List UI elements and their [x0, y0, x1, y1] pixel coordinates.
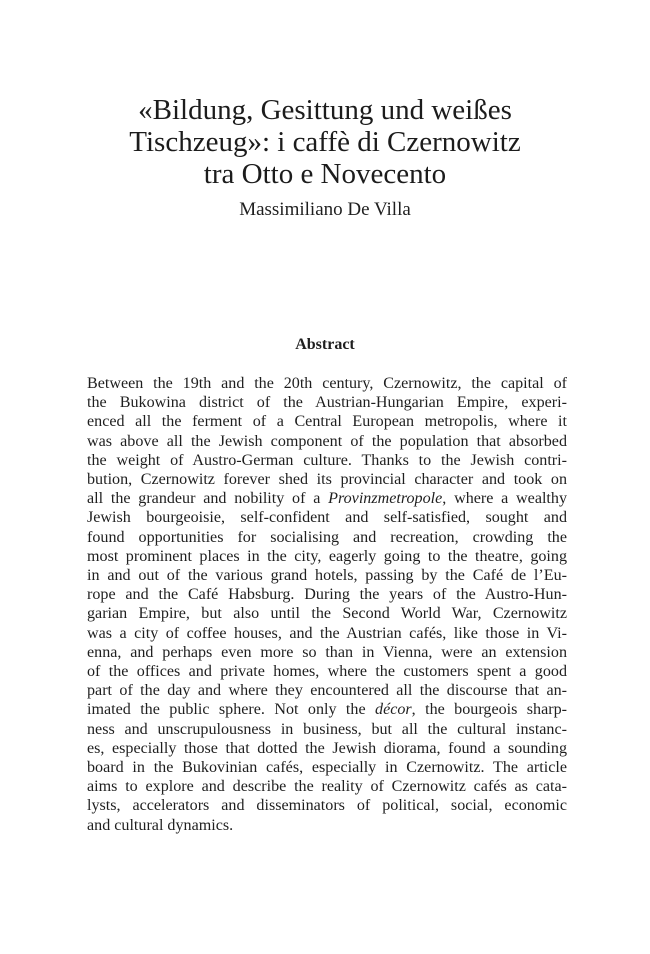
abstract-heading: Abstract: [295, 336, 355, 353]
abstract-line: [87, 604, 567, 623]
abstract-text: garian Empire, but also until the Second World War, Czernowitz: [87, 605, 567, 623]
abstract-line: [87, 624, 567, 643]
abstract-line: [87, 643, 567, 662]
abstract-text: found opportunities for socialising and recreation, crowding the: [87, 528, 567, 546]
abstract-line: [87, 720, 567, 739]
abstract-line: [87, 432, 567, 451]
abstract-text: all the grandeur and nobility of a: [87, 490, 329, 508]
italic-term: décor: [375, 701, 412, 719]
abstract-line: [87, 816, 567, 835]
abstract-line: [87, 470, 567, 489]
abstract-line: [87, 566, 567, 585]
abstract-text: , where a wealthy: [442, 490, 567, 508]
abstract-line: [87, 662, 567, 681]
abstract-text: aims to explore and describe the reality of Czernowitz cafés as cata-: [87, 778, 567, 796]
abstract-line: [87, 489, 567, 508]
abstract-text: the Bukowina district of the Austrian-Hungarian Empire, experi-: [87, 394, 567, 412]
author-name: Massimiliano De Villa: [239, 199, 411, 220]
abstract-text: the weight of Austro-German culture. Thanks to the Jewish contri-: [87, 451, 567, 469]
article-title: [60, 94, 590, 190]
abstract-text: most prominent places in the city, eagerly going to the theatre, going: [87, 547, 567, 565]
abstract-text: was above all the Jewish component of the population that absorbed: [87, 432, 567, 450]
abstract-text: , the bourgeois sharp-: [411, 701, 567, 719]
abstract-text: in and out of the various grand hotels, passing by the Café de l’Eu-: [87, 567, 567, 585]
abstract-line: [87, 528, 567, 547]
abstract-text: ness and unscrupulousness in business, but all the cultural instanc-: [87, 720, 567, 738]
abstract-text: es, especially those that dotted the Jewish diorama, found a sounding: [87, 739, 567, 757]
abstract-text: was a city of coffee houses, and the Austrian cafés, like those in Vi-: [87, 624, 567, 642]
abstract-line: [87, 700, 567, 719]
abstract-text: of the offices and private homes, where the customers spent a good: [87, 663, 567, 681]
title-line: tra Otto e Novecento: [203, 158, 447, 190]
abstract-text: imated the public sphere. Not only the: [87, 701, 376, 719]
abstract-line: [87, 739, 567, 758]
abstract-line: [87, 547, 567, 566]
abstract-text: Jewish bourgeoisie, self-confident and self-satisfied, sought and: [87, 509, 567, 527]
abstract-line: [87, 585, 567, 604]
abstract-line: [87, 412, 567, 431]
abstract-line: [87, 508, 567, 527]
abstract-text: and cultural dynamics.: [87, 816, 234, 834]
abstract-text: part of the day and where they encountered all the discourse that an-: [87, 682, 567, 700]
abstract-line: [87, 451, 567, 470]
abstract-line: [87, 758, 567, 777]
abstract-line: [87, 681, 567, 700]
title-line: Tischzeug»: i caffè di Czernowitz: [129, 126, 521, 158]
title-line: «Bildung, Gesittung und weißes: [138, 94, 512, 126]
abstract-line: [87, 374, 567, 393]
abstract-text: rope and the Café Habsburg. During the years of the Austro-Hun-: [87, 586, 567, 604]
abstract-text: bution, Czernowitz forever shed its provincial character and took on: [87, 471, 567, 489]
abstract-text: enna, and perhaps even more so than in Vienna, were an extension: [87, 643, 567, 661]
abstract-body: [87, 374, 567, 835]
abstract-line: [87, 796, 567, 815]
abstract-line: [87, 393, 567, 412]
abstract-text: board in the Bukovinian cafés, especially in Czernowitz. The article: [87, 759, 567, 777]
abstract-text: enced all the ferment of a Central European metropolis, where it: [87, 413, 567, 431]
abstract-line: [87, 777, 567, 796]
abstract-text: Between the 19th and the 20th century, Czernowitz, the capital of: [87, 375, 567, 392]
abstract-text: lysts, accelerators and disseminators of political, social, economic: [87, 797, 567, 815]
italic-term: Provinzmetropole: [328, 490, 443, 508]
